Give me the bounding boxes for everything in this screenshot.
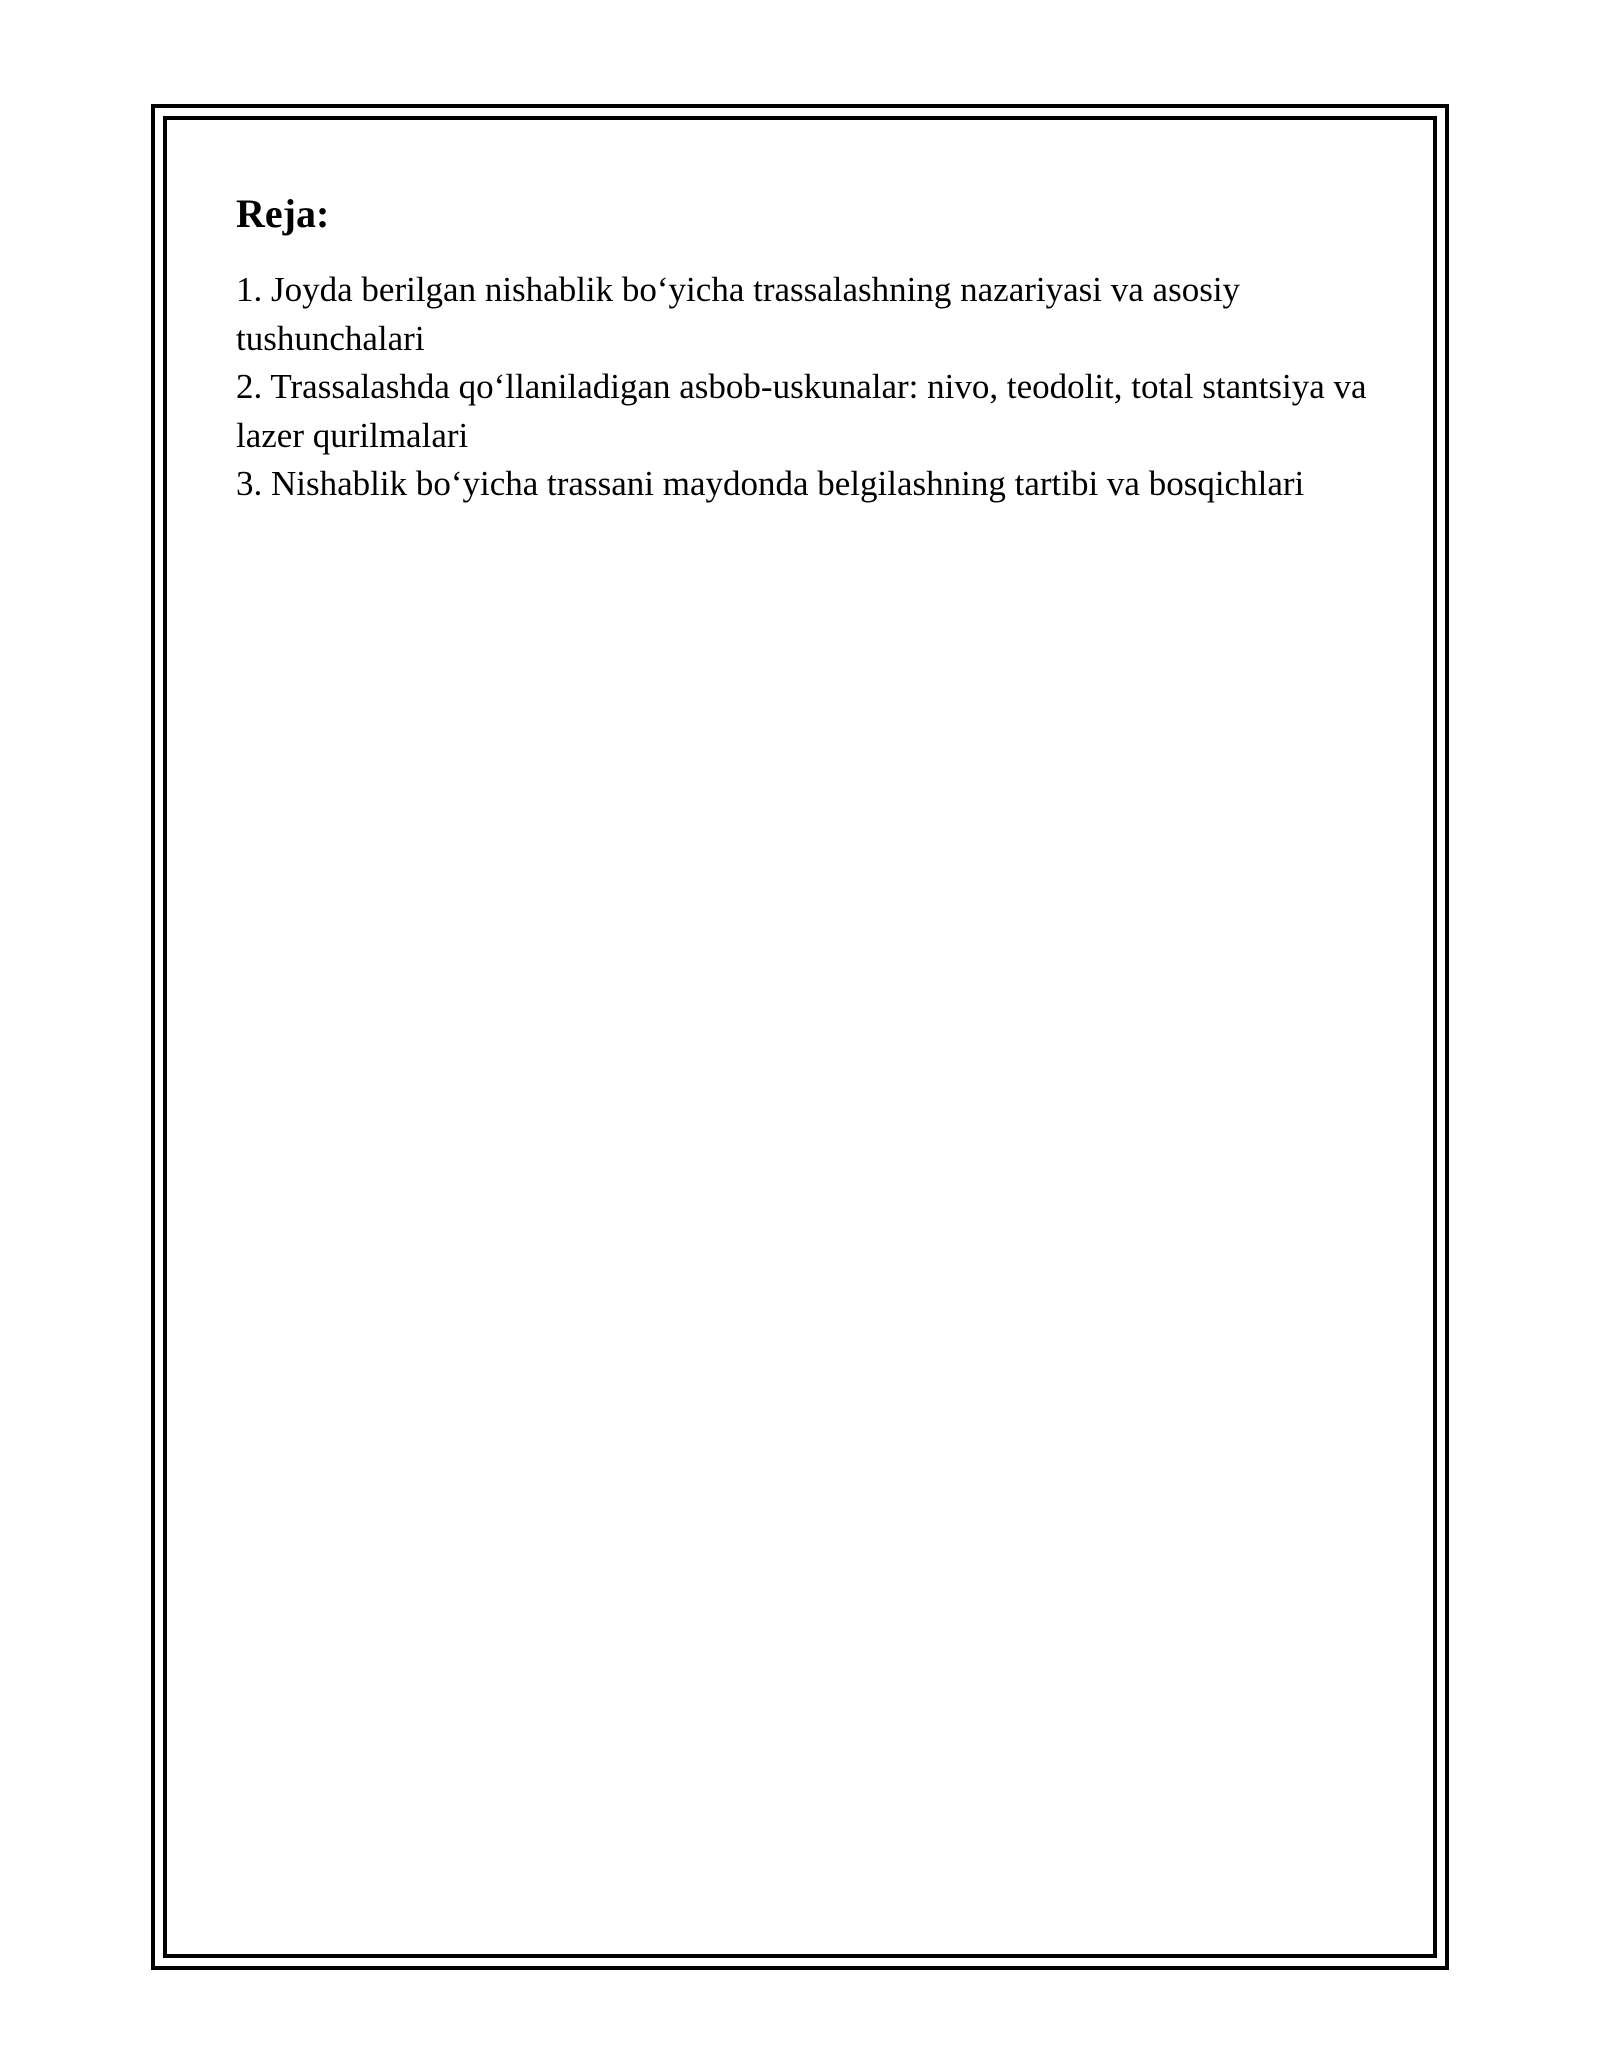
plan-list: [236, 266, 1376, 509]
plan-item-3: 3. Nishablik bo‘yicha trassani maydonda belgilashning tartibi va bosqichlari: [236, 464, 1305, 503]
plan-item-1: 1. Joyda berilgan nishablik bo‘yicha trassalashning nazariyasi va asosiy tushunchalari: [236, 270, 1241, 358]
document-body: [236, 188, 1376, 509]
document-title: Reja:: [236, 191, 330, 236]
plan-item-2: 2. Trassalashda qo‘llaniladigan asbob-uskunalar: nivo, teodolit, total stantsiya va lazer qurilmalari: [236, 367, 1367, 455]
